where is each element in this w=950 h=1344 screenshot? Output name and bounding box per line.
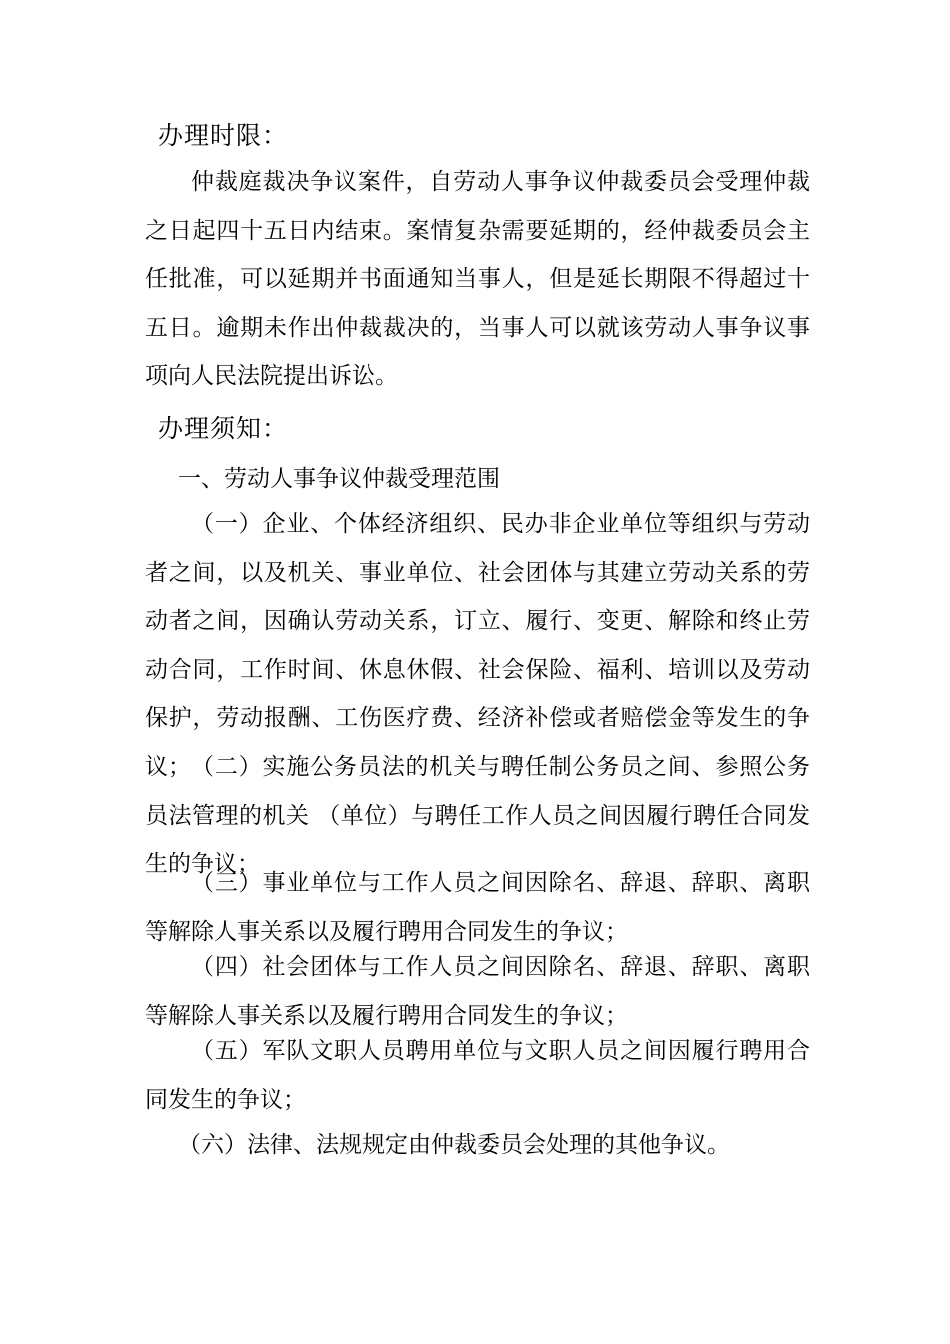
paragraph-time-limit: 仲裁庭裁决争议案件，自劳动人事争议仲裁委员会受理仲裁之日起四十五日内结束。案情复杂需要延期的，经仲裁委员会主任批准，可以延期并书面通知当事人，但是延长期限不得超过十五日。逾期未作出仲裁裁决的，当事人可以就该劳动人事争议事项向人民法院提出诉讼。 [145,169,810,389]
list-item-6: （六）法律、法规规定由仲裁委员会处理的其他争议。 [178,1132,730,1158]
section-heading-notice: 办理须知： [158,414,289,443]
list-item-4: （四）社会团体与工作人员之间因除名、辞退、辞职、离职等解除人事关系以及履行聘用合同发生的争议； [145,954,810,1029]
list-item-2: （二）实施公务员法的机关与聘任制公务员之间、参照公务员法管理的机关 （单位）与聘任工作人员之间因履行聘任合同发生的争议； [145,754,810,877]
list-item-1: （一）企业、个体经济组织、民办非企业单位等组织与劳动者之间，以及机关、事业单位、社会团体与其建立劳动关系的劳动者之间，因确认劳动关系，订立、履行、变更、解除和终止劳动合同，工作时间、休息休假、社会保险、福利、培训以及劳动保护，劳动报酬、工伤医疗费、经济补偿或者赔偿金等发生的争议； [145,511,810,780]
list-item-5: （五）军队文职人员聘用单位与文职人员之间因履行聘用合同发生的争议； [145,1038,810,1113]
list-item-3: （三）事业单位与工作人员之间因除名、辞退、辞职、离职等解除人事关系以及履行聘用合同发生的争议； [145,870,810,945]
subheading-scope: 一、劳动人事争议仲裁受理范围 [178,466,500,492]
section-heading-time-limit: 办理时限： [158,121,289,150]
